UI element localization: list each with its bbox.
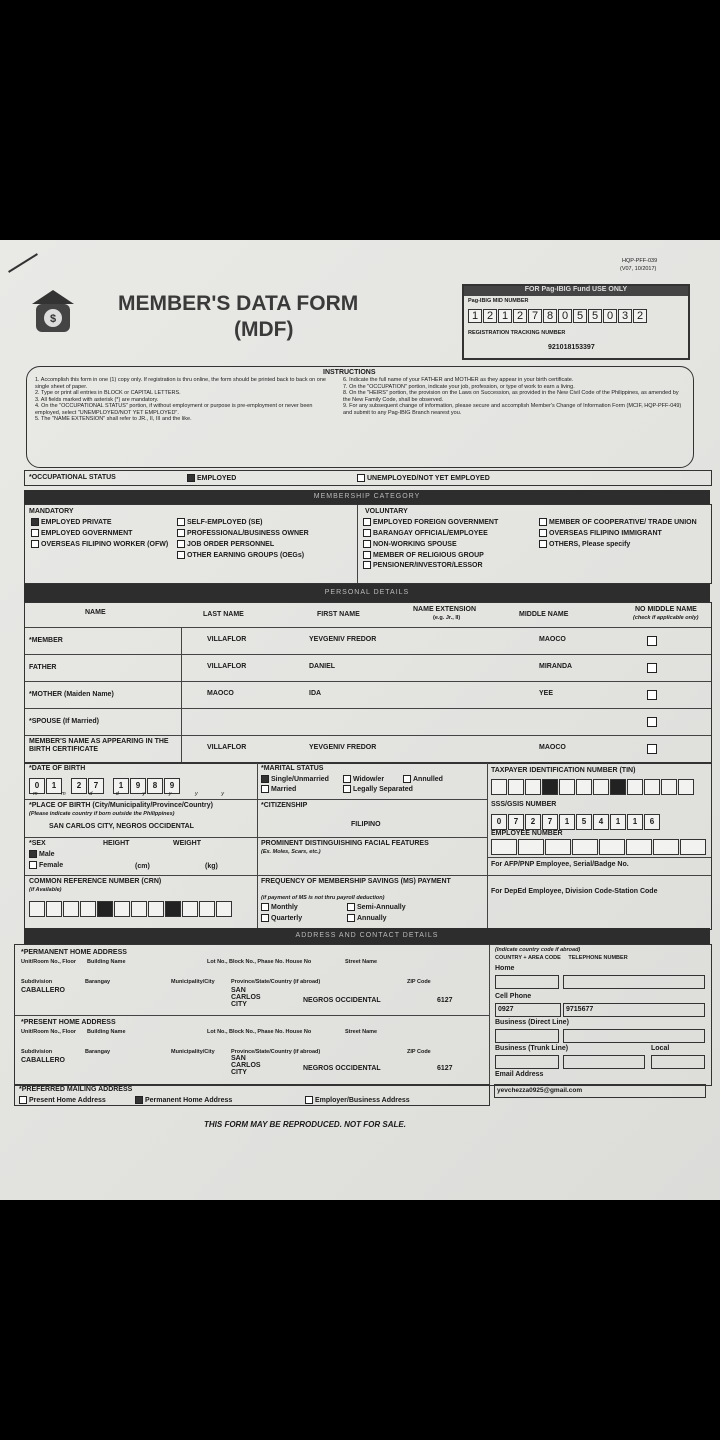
personal-bar: PERSONAL DETAILS xyxy=(24,584,710,602)
weight-unit: (kg) xyxy=(205,863,218,870)
pob-hint: (Please indicate country if born outside the Philippines) xyxy=(29,811,175,817)
checkbox[interactable] xyxy=(363,540,371,548)
employee-number-label: EMPLOYEE NUMBER xyxy=(491,830,563,837)
instruction-item: 3. All fields marked with asterisk (*) are mandatory. xyxy=(35,396,159,403)
sex-label: *SEX xyxy=(29,840,46,847)
form-photo xyxy=(0,240,720,1200)
address-bar: ADDRESS AND CONTACT DETAILS xyxy=(24,928,710,944)
marital-label: *MARITAL STATUS xyxy=(261,765,324,772)
crn-box[interactable] xyxy=(165,901,181,917)
checkbox[interactable] xyxy=(363,529,371,537)
membership-option[interactable]: NON-WORKING SPOUSE xyxy=(363,540,535,549)
no-middle-name-checkbox[interactable] xyxy=(647,636,657,646)
employee-box[interactable] xyxy=(518,839,544,855)
pres-cols2: Subdivision Barangay Municipality/City Province/State/Country (if abroad) ZIP Code xyxy=(21,1049,431,1055)
freq-quarterly[interactable]: Quarterly xyxy=(261,914,302,923)
features-hint: (Ex. Moles, Scars, etc.) xyxy=(261,849,321,855)
name-row-label: *SPOUSE (If Married) xyxy=(29,718,100,725)
checkbox[interactable] xyxy=(539,529,547,537)
sss-digit[interactable]: 0 xyxy=(491,814,507,830)
perm-subdivision: CABALLERO xyxy=(21,987,65,994)
perm-cols2: Subdivision Barangay Municipality/City Province/State/Country (if abroad) ZIP Code xyxy=(21,979,431,985)
cell-code[interactable]: 0927 xyxy=(495,1003,561,1017)
form-code: HQP-PFF-039 xyxy=(622,258,658,264)
citizenship-label: *CITIZENSHIP xyxy=(261,802,308,809)
dob-digit[interactable]: 9 xyxy=(130,778,146,794)
unemployed-option[interactable]: UNEMPLOYED/NOT YET EMPLOYED xyxy=(357,474,490,483)
crn-box[interactable] xyxy=(131,901,147,917)
tin-box[interactable] xyxy=(525,779,541,795)
weight-label: WEIGHT xyxy=(173,840,201,847)
checkbox[interactable] xyxy=(177,518,185,526)
tin-box[interactable] xyxy=(661,779,677,795)
name-last[interactable]: VILLAFLOR xyxy=(207,744,247,751)
employee-box[interactable] xyxy=(680,839,706,855)
freq-label: FREQUENCY OF MEMBERSHIP SAVINGS (MS) PAYMENT xyxy=(261,878,451,885)
mid-digit: 1 xyxy=(498,309,512,323)
membership-option[interactable]: MEMBER OF RELIGIOUS GROUP xyxy=(363,551,535,560)
dob-digit[interactable]: 8 xyxy=(147,778,163,794)
name-last[interactable]: VILLAFLOR xyxy=(207,663,247,670)
crn-box[interactable] xyxy=(29,901,45,917)
mid-digits xyxy=(468,306,648,324)
tin-box[interactable] xyxy=(508,779,524,795)
perm-cols1: Unit/Room No., Floor Building Name Lot No., Block No., Phase No. House No Street Name xyxy=(21,959,378,965)
sss-digit[interactable]: 7 xyxy=(542,814,558,830)
rtn-label: REGISTRATION TRACKING NUMBER xyxy=(468,330,566,336)
membership-option[interactable]: PROFESSIONAL/BUSINESS OWNER xyxy=(177,529,357,538)
pres-cols1: Unit/Room No., Floor Building Name Lot No., Block No., Phase No. House No Street Name xyxy=(21,1029,378,1035)
name-last[interactable]: VILLAFLOR xyxy=(207,636,247,643)
biz-trunk-label: Business (Trunk Line) xyxy=(495,1045,569,1052)
crn-box[interactable] xyxy=(148,901,164,917)
no-middle-name-checkbox[interactable] xyxy=(647,744,657,754)
instruction-item: 9. For any subsequent change of information, please secure and accomplish Member's Change of Information Form (MCIF, HQP-PFF-049) and submit to any Pag-IBIG Branch nearest you. xyxy=(343,403,682,416)
checkbox[interactable] xyxy=(31,529,39,537)
voluntary-col2 xyxy=(539,518,709,551)
biz-trunk-number[interactable] xyxy=(563,1055,645,1069)
freq-annually[interactable]: Annually xyxy=(347,914,387,923)
crn-box[interactable] xyxy=(46,901,62,917)
membership-option[interactable]: EMPLOYED GOVERNMENT xyxy=(31,529,171,538)
instruction-item: 8. On the "HEIRS" portion, the provision on the Laws on Succession, as provided in the New Civil Code of the Philippines, as amended by the New Family Code, shall be observed. xyxy=(343,390,679,403)
checkbox[interactable] xyxy=(31,518,39,526)
name-middle[interactable]: MIRANDA xyxy=(539,663,573,670)
perm-zip: 6127 xyxy=(437,997,453,1004)
mail-employer[interactable]: Employer/Business Address xyxy=(305,1096,410,1105)
name-row xyxy=(25,681,711,708)
office-use-box xyxy=(462,284,690,360)
freq-semiannual[interactable]: Semi-Annually xyxy=(347,903,406,912)
checkbox[interactable] xyxy=(363,551,371,559)
mid-label: Pag-IBIG MID NUMBER xyxy=(468,298,529,304)
membership-option[interactable]: BARANGAY OFFICIAL/EMPLOYEE xyxy=(363,529,535,538)
perm-province: NEGROS OCCIDENTAL xyxy=(303,997,381,1004)
sss-digit[interactable]: 5 xyxy=(576,814,592,830)
freq-hint: (if payment of MS is not thru payroll deduction) xyxy=(261,895,385,901)
checkbox[interactable] xyxy=(31,540,39,548)
name-row-label: *MEMBER xyxy=(29,637,63,644)
pen-mark xyxy=(8,253,38,273)
pres-address-label: *PRESENT HOME ADDRESS xyxy=(21,1019,116,1026)
home-code-box[interactable] xyxy=(495,975,559,989)
sex-female[interactable]: Female xyxy=(29,861,63,870)
pres-province: NEGROS OCCIDENTAL xyxy=(303,1065,381,1072)
sss-digit[interactable]: 6 xyxy=(644,814,660,830)
marital-separated[interactable]: Legally Separated xyxy=(343,785,413,794)
features-label: PROMINENT DISTINGUISHING FACIAL FEATURES xyxy=(261,840,429,847)
mid-digit: 1 xyxy=(468,309,482,323)
marital-annulled[interactable]: Annulled xyxy=(403,775,443,784)
instructions-left xyxy=(35,377,335,423)
col-middle: MIDDLE NAME xyxy=(519,611,569,618)
marital-widow[interactable]: Widow/er xyxy=(343,775,384,784)
col-last: LAST NAME xyxy=(203,611,244,618)
name-first[interactable]: DANIEL xyxy=(309,663,336,670)
membership-option[interactable]: EMPLOYED PRIVATE xyxy=(31,518,171,527)
mail-present[interactable]: Present Home Address xyxy=(19,1096,106,1105)
tin-boxes[interactable] xyxy=(491,779,695,800)
form-title: MEMBER'S DATA FORM xyxy=(118,292,359,315)
mid-digit: 5 xyxy=(588,309,602,323)
voluntary-col1 xyxy=(363,518,535,572)
crn-boxes[interactable] xyxy=(29,901,233,922)
biz-direct-label: Business (Direct Line) xyxy=(495,1019,569,1026)
pob-label: *PLACE OF BIRTH (City/Municipality/Province/Country) xyxy=(29,802,213,809)
tin-box[interactable] xyxy=(593,779,609,795)
crn-box[interactable] xyxy=(63,901,79,917)
membership-option[interactable]: MEMBER OF COOPERATIVE/ TRADE UNION xyxy=(539,518,709,527)
height-label: HEIGHT xyxy=(103,840,130,847)
mailing-label: *PREFERRED MAILING ADDRESS xyxy=(19,1086,133,1093)
crn-label: COMMON REFERENCE NUMBER (CRN) xyxy=(29,878,162,885)
crn-hint: (if Available) xyxy=(29,887,62,893)
instruction-item: 4. On the "OCCUPATIONAL STATUS" portion, if without employment or purpose is pre-employment or never been employed, select "UNEMPLOYED/NOT YET EMPLOYED". xyxy=(35,403,313,416)
membership-option[interactable]: SELF-EMPLOYED (SE) xyxy=(177,518,357,527)
freq-monthly[interactable]: Monthly xyxy=(261,903,298,912)
sex-male[interactable]: Male xyxy=(29,850,55,859)
membership-option[interactable]: OVERSEAS FILIPINO IMMIGRANT xyxy=(539,529,709,538)
employee-box[interactable] xyxy=(491,839,517,855)
local-number[interactable] xyxy=(651,1055,705,1069)
mid-digit: 2 xyxy=(513,309,527,323)
sss-digit[interactable]: 1 xyxy=(559,814,575,830)
employee-box[interactable] xyxy=(626,839,652,855)
name-last[interactable]: MAOCO xyxy=(207,690,234,697)
tin-box[interactable] xyxy=(644,779,660,795)
contact-cols: COUNTRY + AREA CODE TELEPHONE NUMBER xyxy=(495,955,628,961)
tin-box[interactable] xyxy=(627,779,643,795)
dob-label: *DATE OF BIRTH xyxy=(29,765,86,772)
biz-direct-code[interactable] xyxy=(495,1029,559,1043)
biz-direct-number[interactable] xyxy=(563,1029,705,1043)
cell-number[interactable]: 9715677 xyxy=(563,1003,705,1017)
instructions-right xyxy=(343,377,685,416)
membership-option[interactable]: OVERSEAS FILIPINO WORKER (OFW) xyxy=(31,540,171,549)
instruction-item: 5. The "NAME EXTENSION" shall refer to JR., II, III and the like. xyxy=(35,416,192,422)
perm-address-label: *PERMANENT HOME ADDRESS xyxy=(21,949,127,956)
no-middle-name-checkbox[interactable] xyxy=(647,663,657,673)
instructions-title: INSTRUCTIONS xyxy=(323,369,376,376)
home-label: Home xyxy=(495,965,515,972)
mid-digit: 5 xyxy=(573,309,587,323)
instruction-item: 7. On the "OCCUPATION" portion, indicate your job, profession, or type of work to earn a living. xyxy=(343,383,575,390)
crn-box[interactable] xyxy=(80,901,96,917)
employee-box[interactable] xyxy=(545,839,571,855)
names-table xyxy=(24,602,712,764)
marital-married[interactable]: Married xyxy=(261,785,296,794)
name-row xyxy=(25,627,711,654)
membership-option[interactable]: JOB ORDER PERSONNEL xyxy=(177,540,357,549)
email-value[interactable]: yevchezza0925@gmail.com xyxy=(494,1084,706,1098)
employed-option[interactable]: EMPLOYED xyxy=(187,474,236,483)
mandatory-col1 xyxy=(31,518,171,551)
mandatory-label: MANDATORY xyxy=(29,508,74,515)
tin-box[interactable] xyxy=(559,779,575,795)
sss-label: SSS/GSIS NUMBER xyxy=(491,801,557,808)
occupational-label: *OCCUPATIONAL STATUS xyxy=(29,474,116,481)
address-box xyxy=(14,944,712,1086)
rtn-value: 921018153397 xyxy=(548,344,595,351)
no-middle-name-checkbox[interactable] xyxy=(647,690,657,700)
dob-digit[interactable]: 7 xyxy=(88,778,104,794)
email-label: Email Address xyxy=(495,1071,544,1078)
name-row xyxy=(25,735,711,763)
name-first[interactable]: IDA xyxy=(309,690,322,697)
dob-digit[interactable]: 1 xyxy=(46,778,62,794)
crn-box[interactable] xyxy=(97,901,113,917)
pres-zip: 6127 xyxy=(437,1065,453,1072)
biz-trunk-code[interactable] xyxy=(495,1055,559,1069)
membership-option[interactable]: EMPLOYED FOREIGN GOVERNMENT xyxy=(363,518,535,527)
tin-box[interactable] xyxy=(610,779,626,795)
name-first[interactable]: YEVGENIV FREDOR xyxy=(309,636,377,643)
name-middle[interactable]: MAOCO xyxy=(539,636,566,643)
form-subtitle: (MDF) xyxy=(234,318,294,341)
dob-digit[interactable]: 1 xyxy=(113,778,129,794)
checkbox[interactable] xyxy=(363,561,371,569)
svg-text:$: $ xyxy=(49,313,57,325)
checkbox[interactable] xyxy=(539,518,547,526)
crn-box[interactable] xyxy=(216,901,232,917)
occupational-row xyxy=(24,470,712,486)
col-name: NAME xyxy=(85,609,106,616)
name-row xyxy=(25,654,711,681)
instruction-item: 1. Accomplish this form in one (1) copy only. If registration is thru online, the form should be printed back to back on one single sheet of paper. xyxy=(35,377,326,390)
dob-digit[interactable]: 0 xyxy=(29,778,45,794)
mandatory-col2 xyxy=(177,518,357,561)
mid-digit: 8 xyxy=(543,309,557,323)
checkbox[interactable] xyxy=(177,529,185,537)
checkbox[interactable] xyxy=(177,551,185,559)
mid-digit: 0 xyxy=(558,309,572,323)
crn-box[interactable] xyxy=(182,901,198,917)
crn-box[interactable] xyxy=(199,901,215,917)
col-nomiddle-hint: (check if applicable only) xyxy=(633,615,699,621)
local-label: Local xyxy=(651,1045,670,1052)
height-unit: (cm) xyxy=(135,863,150,870)
deped-label: For DepEd Employee, Division Code-Station Code xyxy=(491,888,658,895)
sss-digit[interactable]: 4 xyxy=(593,814,609,830)
instruction-item: 2. Type or print all entries in BLOCK or CAPITAL LETTERS. xyxy=(35,390,181,396)
mail-permanent[interactable]: Permanent Home Address xyxy=(135,1096,232,1105)
sss-digit[interactable]: 1 xyxy=(610,814,626,830)
membership-box xyxy=(24,504,712,584)
tin-box[interactable] xyxy=(576,779,592,795)
sss-digit[interactable]: 1 xyxy=(627,814,643,830)
col-ext: NAME EXTENSION xyxy=(413,606,477,613)
col-first: FIRST NAME xyxy=(317,611,360,618)
sss-digit[interactable]: 7 xyxy=(508,814,524,830)
instructions-box xyxy=(26,366,694,468)
afp-label: For AFP/PNP Employee, Serial/Badge No. xyxy=(491,861,629,868)
mid-digit: 2 xyxy=(633,309,647,323)
name-first[interactable]: YEVGENIV FREDOR xyxy=(309,744,377,751)
name-row-label: FATHER xyxy=(29,664,57,671)
tin-label: TAXPAYER IDENTIFICATION NUMBER (TIN) xyxy=(491,767,636,774)
mid-digit: 2 xyxy=(483,309,497,323)
crn-box[interactable] xyxy=(114,901,130,917)
pagibig-logo xyxy=(30,288,76,334)
perm-city: SAN CARLOS CITY xyxy=(231,987,261,1008)
employee-box[interactable] xyxy=(572,839,598,855)
name-row xyxy=(25,708,711,735)
form-version: (V07, 10/2017) xyxy=(620,266,657,272)
office-use-header: FOR Pag-IBIG Fund USE ONLY xyxy=(464,286,688,296)
mid-digit: 3 xyxy=(618,309,632,323)
col-ext-hint: (e.g. Jr., II) xyxy=(433,615,461,621)
membership-option[interactable]: OTHERS, Please specify xyxy=(539,540,709,549)
name-row-label: MEMBER'S NAME AS APPEARING IN THE BIRTH CERTIFICATE xyxy=(29,738,169,753)
voluntary-label: VOLUNTARY xyxy=(365,508,408,515)
mid-digit: 0 xyxy=(603,309,617,323)
membership-bar: MEMBERSHIP CATEGORY xyxy=(24,490,710,504)
employee-box[interactable] xyxy=(653,839,679,855)
citizenship-value: FILIPINO xyxy=(351,821,381,828)
name-row-label: *MOTHER (Maiden Name) xyxy=(29,691,114,698)
sss-digits xyxy=(491,811,661,830)
pres-city: SAN CARLOS CITY xyxy=(231,1055,261,1076)
checkbox[interactable] xyxy=(539,540,547,548)
pres-subdivision: CABALLERO xyxy=(21,1057,65,1064)
membership-option[interactable]: PENSIONER/INVESTOR/LESSOR xyxy=(363,561,535,570)
dob-digit[interactable]: 2 xyxy=(71,778,87,794)
cell-label: Cell Phone xyxy=(495,993,532,1000)
mid-digit: 7 xyxy=(528,309,542,323)
name-middle[interactable]: YEE xyxy=(539,690,554,697)
marital-single[interactable]: Single/Unmarried xyxy=(261,775,329,784)
personal-details-grid xyxy=(24,762,712,930)
tin-box[interactable] xyxy=(542,779,558,795)
name-middle[interactable]: MAOCO xyxy=(539,744,566,751)
employee-box[interactable] xyxy=(599,839,625,855)
contact-hint: (Indicate country code if abroad) xyxy=(495,947,581,953)
pob-value: SAN CARLOS CITY, NEGROS OCCIDENTAL xyxy=(49,823,194,830)
tin-box[interactable] xyxy=(491,779,507,795)
dob-hint: m m d d y y y y xyxy=(33,791,235,797)
mailing-box xyxy=(14,1084,490,1106)
dob-digit[interactable]: 9 xyxy=(164,778,180,794)
checkbox[interactable] xyxy=(363,518,371,526)
checkbox[interactable] xyxy=(177,540,185,548)
sss-digit[interactable]: 2 xyxy=(525,814,541,830)
tin-box[interactable] xyxy=(678,779,694,795)
home-phone-box[interactable] xyxy=(563,975,705,989)
footer-note: THIS FORM MAY BE REPRODUCED. NOT FOR SALE. xyxy=(204,1120,406,1129)
instruction-item: 6. Indicate the full name of your FATHER and MOTHER as they appear in your birth certificate. xyxy=(343,377,574,383)
membership-option[interactable]: OTHER EARNING GROUPS (OEGs) xyxy=(177,551,357,560)
no-middle-name-checkbox[interactable] xyxy=(647,717,657,727)
col-nomiddle: NO MIDDLE NAME xyxy=(635,606,697,613)
